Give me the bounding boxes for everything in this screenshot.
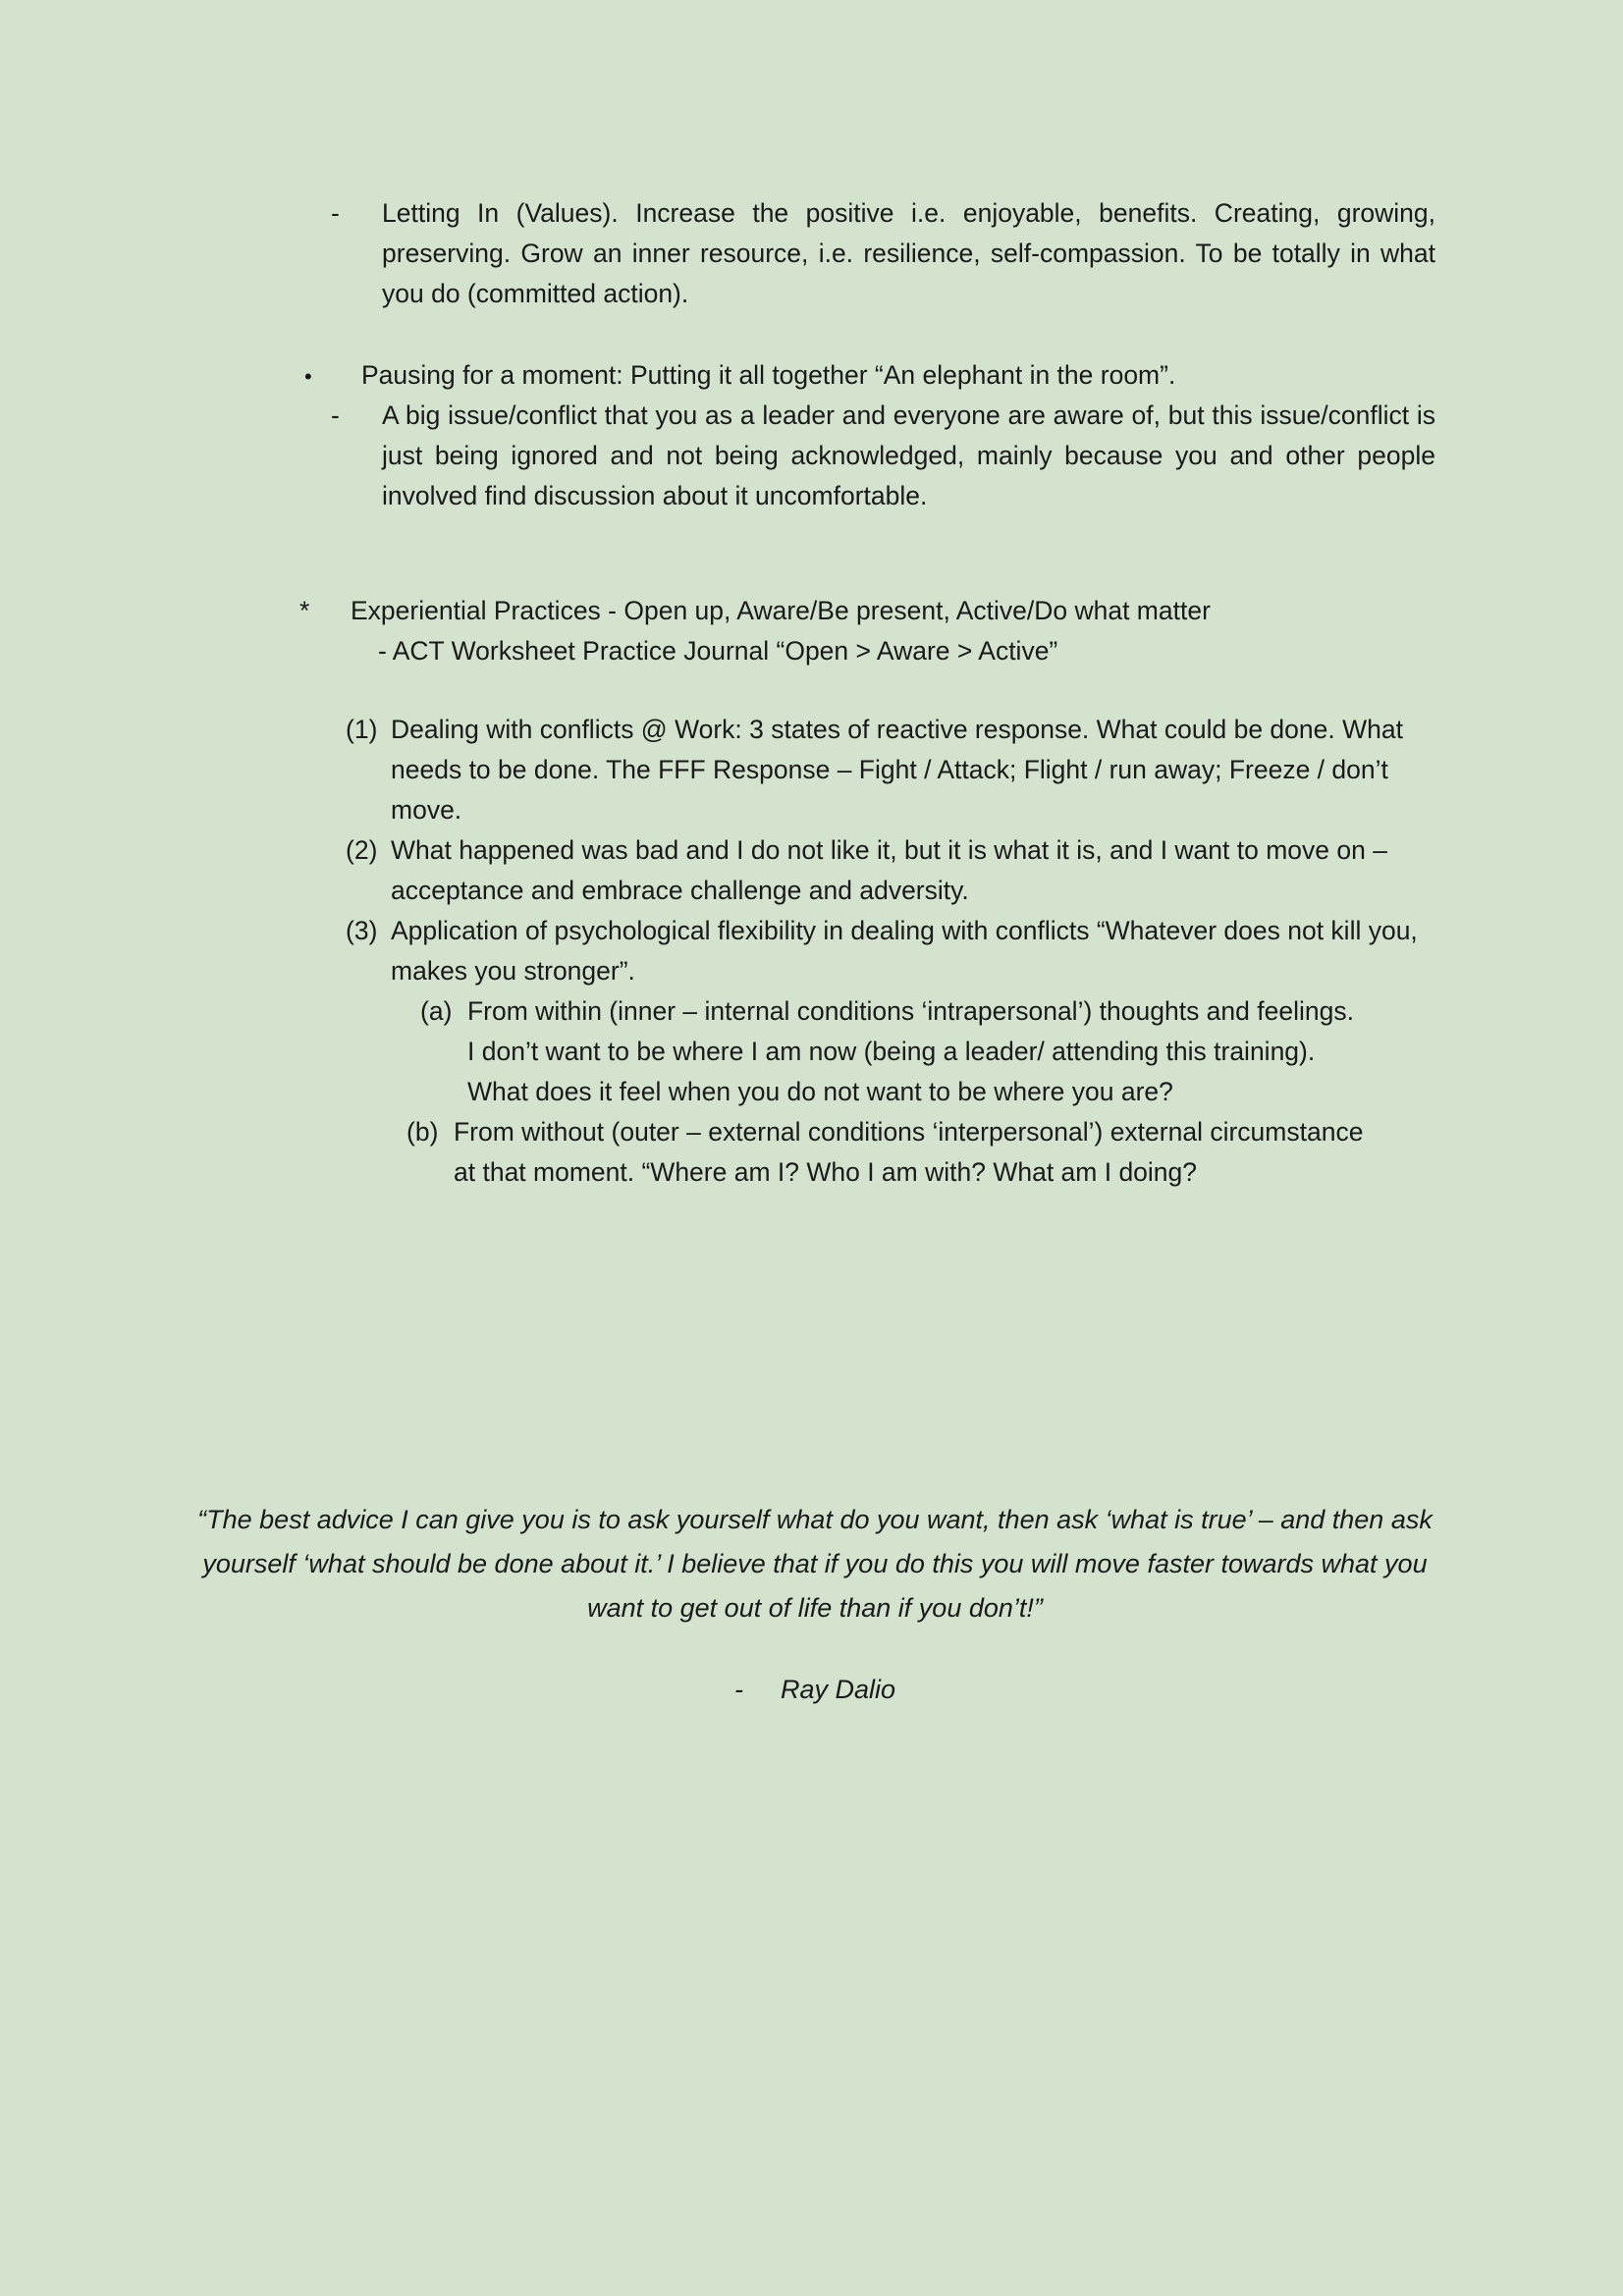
pausing-heading-text: Pausing for a moment: Putting it all together “An elephant in the room”. bbox=[361, 360, 1176, 390]
asterisk-list-item bbox=[299, 591, 1429, 631]
dash-list-item bbox=[331, 396, 1435, 516]
section-pausing-subitem bbox=[331, 396, 1435, 516]
numbered-item-2-text: What happened was bad and I do not like it, but it is what it is, and I want to move on – acceptance and embrace challenge and adversity. bbox=[391, 835, 1387, 905]
dash-list-item bbox=[331, 193, 1435, 314]
lettered-list-item bbox=[420, 991, 1435, 1112]
bullet-marker-icon: • bbox=[304, 364, 312, 389]
dash-marker-icon: - bbox=[331, 400, 340, 430]
big-issue-text: A big issue/conflict that you as a leader and everyone are aware of, but this issue/conflict is just being ignored and not being acknowledged, mainly because you and other people involved find discussion about it uncomfortable. bbox=[382, 400, 1435, 510]
lettered-sublist bbox=[406, 991, 1435, 1193]
numbered-list-item bbox=[346, 911, 1435, 991]
dash-marker-icon: - bbox=[331, 198, 340, 228]
numbered-item-1-text: Dealing with conflicts @ Work: 3 states of reactive response. What could be done. What needs to be done. The FFF Response – Fight / Attack; Flight / run away; Freeze / don’t move. bbox=[391, 715, 1403, 825]
list-marker-1: (1) bbox=[346, 715, 378, 744]
act-worksheet-subheading: - ACT Worksheet Practice Journal “Open > Aware > Active” bbox=[378, 636, 1058, 666]
quote-attribution bbox=[196, 1670, 1434, 1710]
list-marker-a: (a) bbox=[420, 996, 453, 1026]
numbered-list-item bbox=[346, 710, 1435, 830]
section-experiential-practices bbox=[299, 591, 1429, 671]
pullquote bbox=[196, 1498, 1434, 1710]
experiential-practices-heading: Experiential Practices - Open up, Aware/Be present, Active/Do what matter bbox=[351, 596, 1211, 625]
lettered-list-item bbox=[406, 1112, 1435, 1193]
attribution-dash-icon: - bbox=[733, 1675, 743, 1704]
attribution-name: Ray Dalio bbox=[780, 1675, 896, 1704]
list-marker-2: (2) bbox=[346, 835, 378, 865]
list-marker-b: (b) bbox=[406, 1117, 439, 1147]
asterisk-marker-icon: * bbox=[299, 596, 310, 625]
lettered-item-a-text: From within (inner – internal conditions ‘intrapersonal’) thoughts and feelings. I don’t want to be where I am now (being a leader/ attending this training). What does it feel when you do not want to be where you are? bbox=[467, 996, 1354, 1106]
bullet-list-item bbox=[304, 355, 1435, 397]
quote-text: “The best advice I can give you is to ask yourself what do you want, then ask ‘what is true’ – and then ask yourself ‘what should be done about it.’ I believe that if you do this you will move faster towards what you want to get out of life than if you don’t!” bbox=[197, 1505, 1433, 1623]
numbered-list bbox=[346, 710, 1435, 1193]
lettered-item-b-text: From without (outer – external conditions ‘interpersonal’) external circumstance at that moment. “Where am I? Who I am with? What am I doing? bbox=[454, 1117, 1364, 1187]
list-marker-3: (3) bbox=[346, 916, 378, 945]
letting-in-text: Letting In (Values). Increase the positive i.e. enjoyable, benefits. Creating, growing, preserving. Grow an inner resource, i.e. resilience, self-compassion. To be totally in what you do (committed action). bbox=[382, 198, 1435, 308]
numbered-item-3-text: Application of psychological flexibility in dealing with conflicts “Whatever does not kill you, makes you stronger”. bbox=[391, 916, 1418, 986]
section-letting-in bbox=[331, 193, 1435, 314]
section-pausing-bullet bbox=[304, 355, 1435, 397]
numbered-list-item bbox=[346, 830, 1435, 911]
